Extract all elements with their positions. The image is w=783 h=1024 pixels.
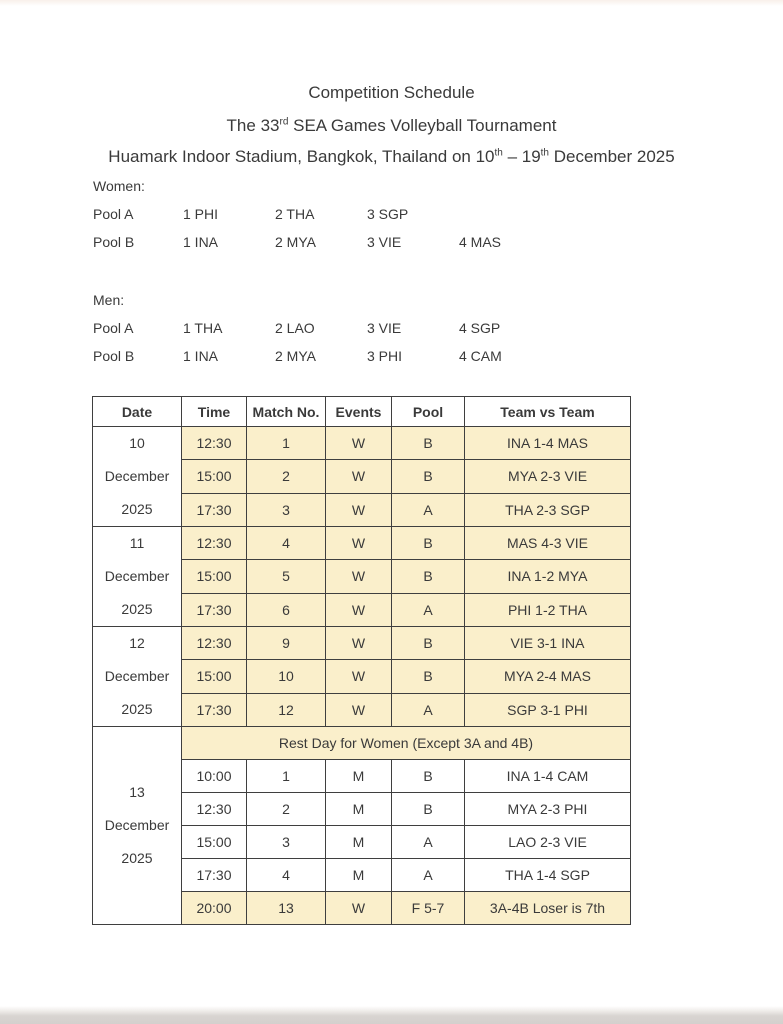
cell-time: 10:00 (182, 760, 247, 793)
men-pool-a-row (93, 320, 551, 336)
cell-pool: F 5-7 (392, 892, 465, 925)
cell-pool: B (392, 760, 465, 793)
cell-event: M (326, 859, 392, 892)
women-pool-a-row (93, 206, 459, 222)
cell-teams: INA 1-4 MAS (465, 427, 631, 460)
ordinal-superscript: th (540, 147, 549, 159)
date-cell (93, 427, 182, 527)
cell-teams: 3A-4B Loser is 7th (465, 892, 631, 925)
cell-time: 15:00 (182, 660, 247, 693)
pool-entry: 2 LAO (275, 320, 315, 336)
schedule-table (92, 396, 631, 925)
pool-label: Pool B (93, 348, 135, 364)
cell-time: 12:30 (182, 793, 247, 826)
document-title: Competition Schedule (308, 83, 475, 102)
cell-event: M (326, 793, 392, 826)
pool-entry: 2 MYA (275, 234, 316, 250)
cell-pool: B (392, 660, 465, 693)
cell-time: 12:30 (182, 427, 247, 460)
cell-time: 17:30 (182, 493, 247, 526)
cell-time: 17:30 (182, 593, 247, 626)
women-pool-b-row (93, 234, 551, 250)
cell-pool: A (392, 859, 465, 892)
pool-label: Pool A (93, 206, 134, 222)
date-day: 10 (129, 435, 145, 451)
table-header-row (93, 397, 631, 427)
ordinal-superscript: rd (279, 116, 289, 128)
pool-entry: 4 MAS (459, 234, 502, 250)
table-row (93, 727, 631, 760)
cell-event: W (326, 693, 392, 726)
cell-event: M (326, 826, 392, 859)
cell-match-no: 12 (247, 693, 326, 726)
cell-pool: B (392, 627, 465, 660)
cell-event: W (326, 892, 392, 925)
col-header-team-vs-team: Team vs Team (465, 397, 631, 427)
document-venue-line (0, 147, 783, 167)
document-subtitle (0, 116, 783, 136)
pool-entry: 2 THA (275, 206, 315, 222)
cell-teams: THA 1-4 SGP (465, 859, 631, 892)
cell-pool: B (392, 427, 465, 460)
pool-entry: 1 THA (183, 320, 223, 336)
pool-entry: 3 VIE (367, 320, 402, 336)
subtitle-text: SEA Games Volleyball Tournament (288, 116, 557, 135)
cell-event: W (326, 427, 392, 460)
pool-entry: 1 INA (183, 348, 219, 364)
cell-teams: SGP 3-1 PHI (465, 693, 631, 726)
date-month: December (104, 668, 170, 684)
pool-entry: 4 SGP (459, 320, 501, 336)
cell-time: 17:30 (182, 693, 247, 726)
cell-pool: A (392, 693, 465, 726)
col-header-events: Events (326, 397, 392, 427)
date-year: 2025 (121, 501, 153, 517)
venue-text: Huamark Indoor Stadium, Bangkok, Thailand on 10 (108, 147, 495, 166)
cell-match-no: 4 (247, 527, 326, 560)
cell-pool: B (392, 460, 465, 493)
cell-event: W (326, 527, 392, 560)
col-header-match-no: Match No. (247, 397, 326, 427)
cell-match-no: 6 (247, 593, 326, 626)
cell-match-no: 10 (247, 660, 326, 693)
cell-pool: B (392, 560, 465, 593)
pool-entry: 3 VIE (367, 234, 402, 250)
table-row (93, 527, 631, 560)
cell-pool: A (392, 493, 465, 526)
cell-match-no: 13 (247, 892, 326, 925)
cell-match-no: 1 (247, 760, 326, 793)
pool-entry: 3 PHI (367, 348, 403, 364)
cell-event: W (326, 627, 392, 660)
cell-teams: PHI 1-2 THA (465, 593, 631, 626)
cell-time: 15:00 (182, 560, 247, 593)
cell-event: W (326, 560, 392, 593)
cell-pool: A (392, 826, 465, 859)
date-cell (93, 727, 182, 925)
cell-event: W (326, 493, 392, 526)
col-header-time: Time (182, 397, 247, 427)
date-month: December (104, 817, 170, 833)
date-year: 2025 (121, 601, 153, 617)
date-day: 13 (129, 784, 145, 800)
subtitle-text: The 33 (226, 116, 280, 135)
cell-time: 15:00 (182, 826, 247, 859)
pool-label: Pool B (93, 234, 135, 250)
date-day: 12 (129, 635, 145, 651)
cell-match-no: 4 (247, 859, 326, 892)
cell-teams: MYA 2-3 VIE (465, 460, 631, 493)
cell-match-no: 2 (247, 460, 326, 493)
cell-event: W (326, 593, 392, 626)
pool-entry: 4 CAM (459, 348, 502, 364)
cell-match-no: 2 (247, 793, 326, 826)
page-bottom-edge (0, 1006, 783, 1024)
men-section-label: Men: (93, 292, 125, 308)
pool-entry: 2 MYA (275, 348, 316, 364)
venue-text: – 19 (502, 147, 541, 166)
venue-text: December 2025 (549, 147, 675, 166)
page-top-edge (0, 0, 783, 6)
table-row (93, 627, 631, 660)
ordinal-superscript: th (494, 147, 503, 159)
cell-event: M (326, 760, 392, 793)
date-cell (93, 527, 182, 627)
pool-entry: 1 PHI (183, 206, 219, 222)
cell-match-no: 3 (247, 826, 326, 859)
cell-event: W (326, 660, 392, 693)
pool-entry: 1 INA (183, 234, 219, 250)
cell-time: 12:30 (182, 627, 247, 660)
cell-match-no: 9 (247, 627, 326, 660)
col-header-date: Date (93, 397, 182, 427)
cell-pool: B (392, 527, 465, 560)
rest-day-banner: Rest Day for Women (Except 3A and 4B) (182, 727, 631, 760)
cell-time: 15:00 (182, 460, 247, 493)
cell-time: 17:30 (182, 859, 247, 892)
date-day: 11 (129, 535, 145, 551)
table-row (93, 427, 631, 460)
cell-teams: INA 1-2 MYA (465, 560, 631, 593)
men-pool-b-row (93, 348, 551, 364)
cell-match-no: 3 (247, 493, 326, 526)
cell-time: 20:00 (182, 892, 247, 925)
date-cell (93, 627, 182, 727)
women-section-label: Women: (93, 178, 145, 194)
col-header-pool: Pool (392, 397, 465, 427)
cell-match-no: 5 (247, 560, 326, 593)
cell-pool: B (392, 793, 465, 826)
cell-teams: VIE 3-1 INA (465, 627, 631, 660)
date-month: December (104, 568, 170, 584)
date-month: December (104, 468, 170, 484)
pool-label: Pool A (93, 320, 134, 336)
cell-event: W (326, 460, 392, 493)
cell-teams: THA 2-3 SGP (465, 493, 631, 526)
cell-teams: LAO 2-3 VIE (465, 826, 631, 859)
date-year: 2025 (121, 701, 153, 717)
cell-teams: MAS 4-3 VIE (465, 527, 631, 560)
cell-teams: INA 1-4 CAM (465, 760, 631, 793)
cell-teams: MYA 2-4 MAS (465, 660, 631, 693)
cell-teams: MYA 2-3 PHI (465, 793, 631, 826)
cell-match-no: 1 (247, 427, 326, 460)
cell-pool: A (392, 593, 465, 626)
pool-entry: 3 SGP (367, 206, 409, 222)
date-year: 2025 (121, 850, 153, 866)
cell-time: 12:30 (182, 527, 247, 560)
